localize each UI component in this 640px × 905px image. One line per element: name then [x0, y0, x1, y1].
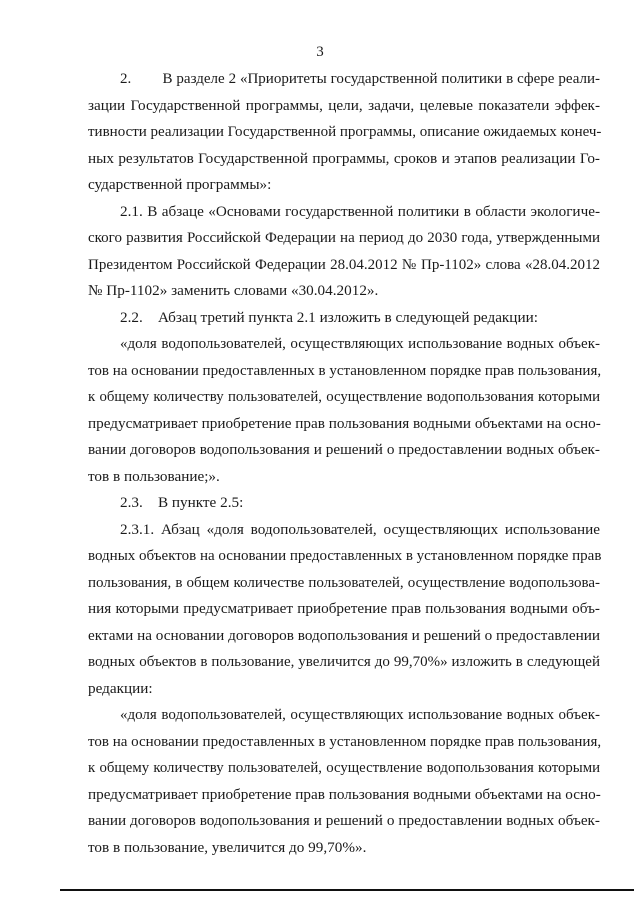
text-line: к общему количеству пользователей, осуществление водопользования которыми	[88, 389, 600, 405]
text-line: зации Государственной программы, цели, задачи, целевые показатели эффек-	[88, 96, 600, 114]
text-line: тов на основании предоставленных в установленном порядке прав пользования,	[88, 733, 602, 750]
text-line: ского развития Российской Федерации на период до 2030 года, утвержденными	[88, 230, 600, 246]
text-line: вании договоров водопользования и решений о предоставлении водных объек-	[88, 812, 600, 829]
page-number: 3	[316, 44, 324, 60]
text-line: сударственной программы»:	[88, 176, 272, 193]
text-line: тов на основании предоставленных в установленном порядке прав пользования,	[88, 362, 602, 379]
text-line: редакции:	[88, 679, 153, 697]
text-line: предусматривает приобретение прав пользования водными объектами на осно-	[88, 785, 601, 803]
text-line: водных объектов в пользование, увеличится до 99,70%» изложить в следующей	[88, 654, 600, 670]
text-line: «доля водопользователей, осуществляющих использование водных объек-	[120, 707, 600, 723]
text-line: пользования, в общем количестве пользователей, осуществление водопользова-	[88, 574, 600, 591]
footer-rule	[60, 889, 634, 891]
text-line: 2.3.1. Абзац «доля водопользователей, осуществляющих использование	[120, 520, 600, 538]
text-line: 2.1. В абзаце «Основами государственной политики в области экологиче-	[120, 202, 600, 220]
text-line: № Пр-1102» заменить словами «30.04.2012».	[88, 282, 379, 299]
text-line: к общему количеству пользователей, осуществление водопользования которыми	[88, 760, 600, 776]
text-line: ектами на основании договоров водопользования и решений о предоставлении	[88, 626, 600, 644]
text-line: Президентом Российской Федерации 28.04.2012 № Пр-1102» слова «28.04.2012	[88, 256, 600, 273]
text-line: предусматривает приобретение прав пользования водными объектами на осно-	[88, 414, 601, 432]
text-line: тов в пользование, увеличится до 99,70%».	[88, 838, 367, 856]
text-line: тивности реализации Государственной программы, описание ожидаемых конеч-	[88, 124, 602, 140]
text-line: вании договоров водопользования и решений о предоставлении водных объек-	[88, 441, 600, 458]
document-body	[88, 66, 600, 861]
text-line: тов в пользование;».	[88, 467, 220, 485]
text-line: «доля водопользователей, осуществляющих использование водных объек-	[120, 336, 600, 352]
text-line: ния которыми предусматривает приобретение прав пользования водными объ-	[88, 600, 600, 617]
text-line: 2.3. В пункте 2.5:	[120, 494, 244, 511]
text-line: 2.2. Абзац третий пункта 2.1 изложить в следующей редакции:	[120, 308, 538, 326]
text-line: ных результатов Государственной программы, сроков и этапов реализации Го-	[88, 149, 600, 167]
text-line: 2. В разделе 2 «Приоритеты государственной политики в сфере реали-	[120, 71, 600, 87]
text-line: водных объектов на основании предоставленных в установленном порядке прав	[88, 548, 602, 564]
